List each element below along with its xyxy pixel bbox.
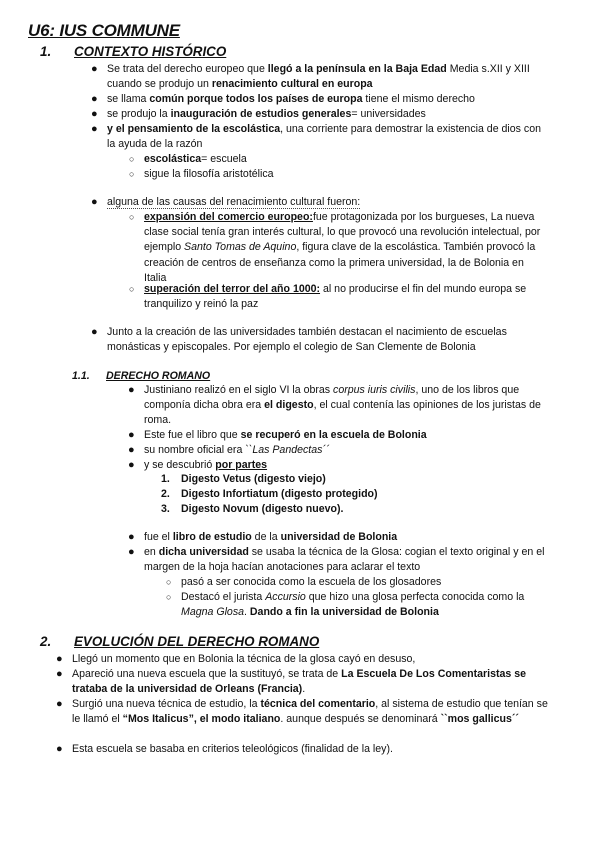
bullet-icon: ●	[56, 743, 63, 755]
circle-bullet-icon: ○	[129, 169, 135, 179]
list-item: ○ Destacó el jurista Accursio que hizo una glosa perfecta conocida como la Magna Glosa. Dando a fin la universidad de Bolonia	[166, 591, 525, 619]
bullet-icon: ●	[91, 93, 98, 105]
circle-bullet-icon: ○	[166, 577, 172, 587]
bullet-icon: ●	[128, 384, 135, 396]
bullet-icon: ●	[91, 196, 98, 208]
list-item: ○ superación del terror del año 1000: al no producirse el fin del mundo europa se tranquilizo y reinó la paz	[129, 283, 527, 311]
list-item: ● Junto a la creación de las universidades también destacan el nacimiento de escuelas monásticas y episcopales. Por ejemplo el colegio de San Clemente de Bolonia	[91, 326, 507, 354]
bullet-icon: ●	[91, 326, 98, 338]
document-title: U6: IUS COMMUNE	[28, 21, 180, 40]
bullet-icon: ●	[56, 668, 63, 680]
circle-bullet-icon: ○	[129, 284, 135, 294]
list-item: ● Surgió una nueva técnica de estudio, la técnica del comentario, al sistema de estudio que tenían se le llamó el “Mos Italicus”, el modo italiano. aunque después se denominará ``mos gallicus´´	[56, 698, 548, 726]
section-1-1-title: DERECHO ROMANO	[106, 370, 211, 382]
list-item: ● y se descubrió por partes	[144, 458, 549, 473]
bullet-icon: ●	[128, 546, 135, 558]
list-item: ● se llama común porque todos los países de europa tiene el mismo derecho	[107, 92, 537, 107]
list-item: ● su nombre oficial era ``Las Pandectas´´	[144, 443, 549, 458]
bullet-icon: ●	[91, 123, 98, 135]
bullet-icon: ●	[128, 459, 135, 471]
section-2-title: EVOLUCIÓN DEL DERECHO ROMANO	[74, 634, 320, 649]
list-item: ● en dicha universidad se usaba la técnica de la Glosa: cogian el texto original y en el margen de la hoja hacían anotaciones para aclarar el texto	[128, 546, 545, 574]
bullet-icon: ●	[91, 63, 98, 75]
list-item: ○ pasó a ser conocida como la escuela de los glosadores	[181, 575, 546, 590]
list-item: ● Justiniano realizó en el siglo VI la obras corpus iuris civilis, uno de los libros que componía dicha obra era el digesto, el cual contenía las opiniones de los juristas de roma.	[128, 384, 541, 427]
list-item: ● se produjo la inauguración de estudios generales= universidades	[107, 107, 537, 122]
numbered-item: 3. Digesto Novum (digesto nuevo).	[161, 503, 344, 515]
bullet-icon: ●	[56, 653, 63, 665]
section-1-title: CONTEXTO HISTÓRICO	[74, 44, 227, 59]
list-item: ○ expansión del comercio europeo:fue protagonizada por los burgueses, La nueva clase social tenía gran interés cultural, lo que provocó una revolución intelectual, por ejemplo Santo Tomas de Aquino, figura clave de la escolástica. También provocó la creación de centros de enseñanza como la primera universidad, la de Bolonia en Italia	[129, 211, 541, 284]
list-item: ● Se trata del derecho europeo que llegó a la península en la Baja Edad Media s.XII y XIII cuando se produjo un renacimiento cultural en europa	[91, 63, 530, 91]
circle-bullet-icon: ○	[166, 592, 172, 602]
list-item: ● Apareció una nueva escuela que la sustituyó, se trata de La Escuela De Los Comentaristas se trataba de la universidad de Orleans (Francia).	[56, 668, 527, 696]
numbered-item: 2. Digesto Infortiatum (digesto protegido)	[161, 488, 378, 500]
bullet-icon: ●	[128, 444, 135, 456]
section-1-number: 1.	[40, 44, 52, 59]
section-2-heading	[40, 633, 319, 651]
bullet-icon: ●	[128, 531, 135, 543]
bullet-icon: ●	[91, 108, 98, 120]
list-item: ○ sigue la filosofía aristotélica	[144, 167, 544, 182]
bullet-icon: ●	[128, 429, 135, 441]
list-item: ● y el pensamiento de la escolástica, una corriente para demostrar la existencia de dios con la ayuda de la razón	[91, 123, 541, 151]
list-item: ● Este fue el libro que se recuperó en la escuela de Bolonia	[144, 428, 549, 443]
circle-bullet-icon: ○	[129, 154, 135, 164]
section-2-number: 2.	[40, 634, 52, 649]
list-item: ● fue el libro de estudio de la universidad de Bolonia	[144, 530, 549, 545]
list-item: ○ escolástica= escuela	[144, 152, 544, 167]
numbered-item: 1. Digesto Vetus (digesto viejo)	[161, 473, 326, 485]
section-1-1-heading	[72, 369, 210, 384]
list-item: ● Llegó un momento que en Bolonia la técnica de la glosa cayó en desuso,	[72, 652, 552, 667]
section-1-heading	[40, 43, 226, 61]
section-1-1-number: 1.1.	[72, 370, 90, 382]
list-item: ● Esta escuela se basaba en criterios teleológicos (finalidad de la ley).	[72, 742, 552, 757]
bullet-icon: ●	[56, 698, 63, 710]
list-item: ● alguna de las causas del renacimiento cultural fueron:	[107, 195, 537, 210]
circle-bullet-icon: ○	[129, 212, 135, 222]
